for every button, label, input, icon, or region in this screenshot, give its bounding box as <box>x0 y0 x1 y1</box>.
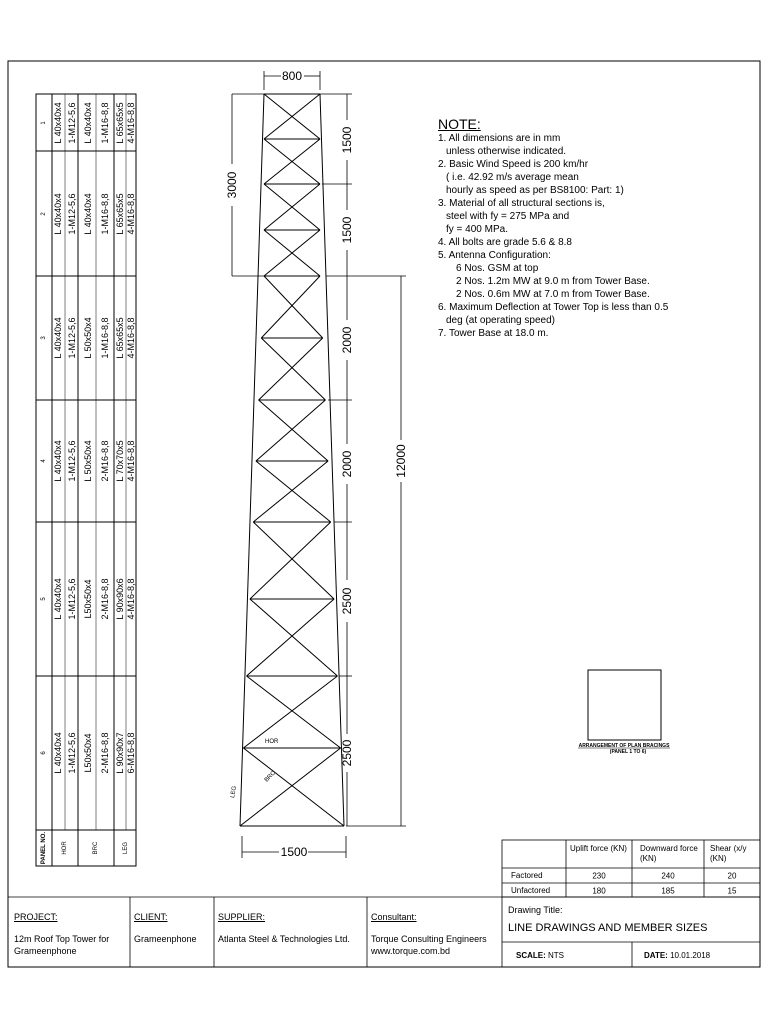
tower-brace <box>250 522 331 599</box>
forces-row-factored-shear: 20 <box>727 871 737 881</box>
forces-row-unfactored-shear: 15 <box>727 886 737 896</box>
panel-6-hor-bolt: 1-M12-5,6 <box>67 732 77 774</box>
plan-bracing-caption: ARRANGEMENT OF PLAN BRACINGS <box>578 743 670 749</box>
panel-header-label: PANEL NO. <box>41 831 47 865</box>
tower-brace <box>256 461 331 522</box>
notes-title: NOTE: <box>438 116 481 132</box>
panel-5-leg-size: L 90x90x6 <box>115 578 125 620</box>
tower-brace <box>253 461 328 522</box>
note-line: steel with fy = 275 MPa and <box>446 211 570 222</box>
panel-3-hor-size: L 40x40x4 <box>53 317 63 359</box>
note-line: 6 Nos. GSM at top <box>456 263 539 274</box>
panel-height-4: 2000 <box>340 450 354 478</box>
tower-left-leg <box>240 94 264 826</box>
note-line: 4. All bolts are grade 5.6 & 8.8 <box>438 237 572 248</box>
scale-value: NTS <box>548 951 565 960</box>
panel-3-brc-bolt: 1-M16-8,8 <box>100 317 110 359</box>
panel-4-brc-bolt: 2-M16-8,8 <box>100 440 110 482</box>
note-line: 7. Tower Base at 18.0 m. <box>438 328 549 339</box>
dimension-lines <box>232 71 406 858</box>
note-line: 5. Antenna Configuration: <box>438 250 551 261</box>
panel-6-hor-size: L 40x40x4 <box>53 732 63 774</box>
panel-3-brc-size: L 50x50x4 <box>83 317 93 359</box>
panel-3-no: 3 <box>41 336 47 340</box>
note-line: 2 Nos. 0.6m MW at 7.0 m from Tower Base. <box>456 289 650 300</box>
panel-1-no: 1 <box>41 120 47 125</box>
tower-total-height: 12000 <box>394 444 408 478</box>
panel-5-no: 5 <box>41 597 47 601</box>
note-line: 2 Nos. 1.2m MW at 9.0 m from Tower Base. <box>456 276 650 287</box>
panel-height-2: 1500 <box>340 216 354 244</box>
panel-4-leg-bolt: 4-M16-8,8 <box>126 440 136 482</box>
panel-5-leg-bolt: 4-M16-8,8 <box>126 578 136 620</box>
note-line: 2. Basic Wind Speed is 200 km/hr <box>438 159 589 170</box>
tower-brace <box>264 276 323 338</box>
plan-bracing-square <box>588 670 661 740</box>
forces-row-unfactored-downward: 185 <box>661 886 675 896</box>
panel-4-no: 4 <box>41 459 47 463</box>
panel-height-3: 2000 <box>340 326 354 354</box>
panel-height-6: 2500 <box>340 739 354 767</box>
tower-elevation <box>240 94 344 826</box>
tower-brace <box>259 400 328 461</box>
drawing-title-label: Drawing Title: <box>508 905 563 915</box>
forces-row-factored-downward: 240 <box>661 871 675 881</box>
panel-2-leg-size: L 65x65x5 <box>115 192 125 235</box>
panel-5-brc-size: L50x50x4 <box>83 579 93 619</box>
tower-label-brc: BRC <box>263 770 277 784</box>
panel-3-leg-bolt: 4-M16-8,8 <box>126 317 136 359</box>
tower-brace <box>247 676 341 748</box>
panel-6-brc-bolt: 2-M16-8,8 <box>100 732 110 774</box>
supplier-label: SUPPLIER: <box>218 912 266 922</box>
forces-header-downward: Downward force (KN) <box>640 844 698 863</box>
forces-header-uplift: Uplift force (KN) <box>570 844 627 853</box>
note-line: ( i.e. 42.92 m/s average mean <box>446 172 579 183</box>
plan-bracing-subcaption: (PANEL 1 TO 6) <box>609 749 647 755</box>
note-line: unless otherwise indicated. <box>446 146 567 157</box>
project-label: PROJECT: <box>14 912 58 922</box>
panel-1-brc-size: L 40x40x4 <box>83 101 93 144</box>
tower-brace <box>259 338 323 400</box>
forces-row-factored-label: Factored <box>511 871 543 880</box>
row-label-leg: LEG <box>123 841 129 855</box>
panel-3-hor-bolt: 1-M12-5,6 <box>67 317 77 359</box>
consultant-label: Consultant: <box>371 912 417 922</box>
notes-block <box>438 116 668 340</box>
panel-4-brc-size: L 50x50x4 <box>83 440 93 482</box>
tower-brace <box>250 599 338 676</box>
tower-label-hor: HOR <box>265 739 279 745</box>
forces-row-unfactored-label: Unfactored <box>511 886 551 895</box>
panel-4-hor-bolt: 1-M12-5,6 <box>67 440 77 482</box>
tower-brace <box>243 676 337 748</box>
tower-left-dim: 3000 <box>225 171 239 199</box>
panel-6-brc-size: L50x50x4 <box>83 733 93 773</box>
panel-2-hor-bolt: 1-M12-5,6 <box>67 192 77 235</box>
panel-2-brc-size: L 40x40x4 <box>83 192 93 235</box>
panel-4-hor-size: L 40x40x4 <box>53 440 63 482</box>
consultant-value-line1: Torque Consulting Engineers <box>371 934 487 944</box>
tower-brace <box>256 400 325 461</box>
consultant-value-line2: www.torque.com.bd <box>371 946 451 956</box>
panel-height-1: 1500 <box>340 126 354 154</box>
note-line: hourly as speed as per BS8100: Part: 1) <box>446 185 624 196</box>
client-label: CLIENT: <box>134 912 168 922</box>
panel-2-hor-size: L 40x40x4 <box>53 192 63 235</box>
panel-2-brc-bolt: 1-M16-8,8 <box>100 192 110 235</box>
scale-label <box>516 951 564 960</box>
tower-brace <box>243 748 344 826</box>
panel-1-hor-bolt: 1-M12-5,6 <box>67 101 77 144</box>
date-label-text: DATE: <box>644 951 668 960</box>
panel-6-leg-size: L 90x90x7 <box>115 732 125 774</box>
client-value: Grameenphone <box>134 934 197 944</box>
row-label-brc: BRC <box>93 841 99 855</box>
project-value-line2: Grameenphone <box>14 946 77 956</box>
tower-brace <box>240 748 341 826</box>
project-value-line1: 12m Roof Top Tower for <box>14 934 110 944</box>
tower-base-width: 1500 <box>280 845 308 859</box>
panel-4-leg-size: L 70x70x5 <box>115 440 125 482</box>
note-line: deg (at operating speed) <box>446 315 555 326</box>
panel-3-leg-size: L 65x65x5 <box>115 317 125 359</box>
scale-label-text: SCALE: <box>516 951 546 960</box>
panel-1-leg-size: L 65x65x5 <box>115 101 125 144</box>
tower-top-width: 800 <box>281 69 303 83</box>
tower-brace <box>261 276 320 338</box>
notes-lines <box>438 132 668 340</box>
forces-row-factored-uplift: 230 <box>592 871 606 881</box>
panel-6-leg-bolt: 6-M16-8,8 <box>126 732 136 774</box>
panel-1-leg-bolt: 4-M16-8,8 <box>126 101 136 144</box>
tower-brace <box>253 522 334 599</box>
panel-height-5: 2500 <box>340 587 354 615</box>
drawing-title: LINE DRAWINGS AND MEMBER SIZES <box>508 922 708 934</box>
note-line: 1. All dimensions are in mm <box>438 133 561 144</box>
forces-row-unfactored-uplift: 180 <box>592 886 606 896</box>
row-label-hor: HOR <box>62 841 68 855</box>
panel-1-hor-size: L 40x40x4 <box>53 101 63 144</box>
tower-label-leg: LEG <box>230 785 238 799</box>
date-label <box>644 951 710 960</box>
panel-5-hor-bolt: 1-M12-5,6 <box>67 578 77 620</box>
panel-6-no: 6 <box>41 751 47 755</box>
panel-1-brc-bolt: 1-M16-8,8 <box>100 101 110 144</box>
note-line: fy = 400 MPa. <box>446 224 508 235</box>
note-line: 3. Material of all structural sections is, <box>438 198 605 209</box>
note-line: 6. Maximum Deflection at Tower Top is less than 0.5 <box>438 302 669 313</box>
tower-brace <box>261 338 325 400</box>
panel-2-no: 2 <box>41 211 47 216</box>
supplier-value: Atlanta Steel & Technologies Ltd. <box>218 934 350 944</box>
panel-5-hor-size: L 40x40x4 <box>53 578 63 620</box>
forces-header-shear: Shear (x/y (KN) <box>710 844 747 863</box>
panel-5-brc-bolt: 2-M16-8,8 <box>100 578 110 620</box>
date-value: 10.01.2018 <box>670 951 711 960</box>
tower-brace <box>247 599 335 676</box>
panel-2-leg-bolt: 4-M16-8,8 <box>126 192 136 235</box>
